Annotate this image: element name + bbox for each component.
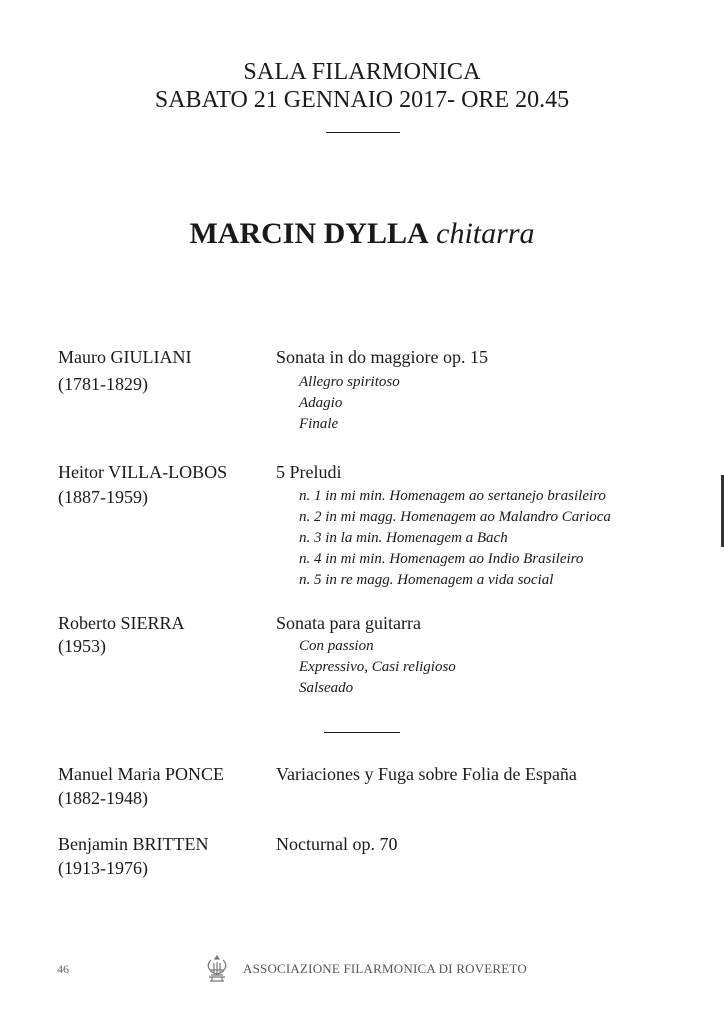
movement: Finale: [299, 416, 339, 432]
movement-list: [299, 372, 400, 435]
composer-dates: (1882-1948): [58, 788, 148, 808]
work-title: Sonata para guitarra: [276, 613, 421, 633]
composer-name: Heitor VILLA-LOBOS: [58, 462, 228, 482]
header-divider: [326, 132, 400, 133]
performer-heading: [0, 215, 724, 253]
work-title: 5 Preludi: [276, 462, 342, 482]
movement: n. 2 in mi magg. Homenagem ao Malandro Carioca: [299, 509, 611, 525]
movement: Adagio: [299, 395, 343, 411]
composer-dates: (1953): [58, 636, 106, 656]
composer-dates: (1887-1959): [58, 487, 148, 507]
movement: Con passion: [299, 638, 374, 654]
composer-dates: (1913-1976): [58, 858, 148, 878]
movement: n. 1 in mi min. Homenagem ao sertanejo brasileiro: [299, 488, 606, 504]
composer-name: Roberto SIERRA: [58, 613, 185, 633]
composer-name: Benjamin BRITTEN: [58, 834, 209, 854]
movement: n. 5 in re magg. Homenagem a vida social: [299, 572, 554, 588]
work-title: Sonata in do maggiore op. 15: [276, 347, 488, 367]
page-number: 46: [57, 962, 69, 976]
movement: Salseado: [299, 680, 354, 696]
concert-date: SABATO 21 GENNAIO 2017- ORE 20.45: [154, 87, 570, 113]
lyre-emblem-icon: [202, 953, 232, 983]
movement: n. 3 in la min. Homenagem a Bach: [299, 530, 508, 546]
movement: n. 4 in mi min. Homenagem ao Indio Brasileiro: [299, 551, 584, 567]
composer-dates: (1781-1829): [58, 374, 148, 394]
composer-name: Mauro GIULIANI: [58, 347, 192, 367]
movement: Allegro spiritoso: [299, 374, 400, 390]
performer-instrument: chitarra: [436, 217, 535, 250]
intermission-divider: [324, 732, 400, 733]
composer-name: Manuel Maria PONCE: [58, 764, 224, 784]
organization-name: ASSOCIAZIONE FILARMONICA DI ROVERETO: [243, 961, 527, 976]
venue-title: SALA FILARMONICA: [243, 59, 481, 85]
work-title: Nocturnal op. 70: [276, 834, 398, 854]
movement-list: [299, 486, 611, 591]
performer-name: MARCIN DYLLA: [189, 217, 429, 250]
work-title: Variaciones y Fuga sobre Folia de España: [276, 764, 577, 784]
movement: Expressivo, Casi religioso: [299, 659, 456, 675]
movement-list: [299, 636, 456, 699]
